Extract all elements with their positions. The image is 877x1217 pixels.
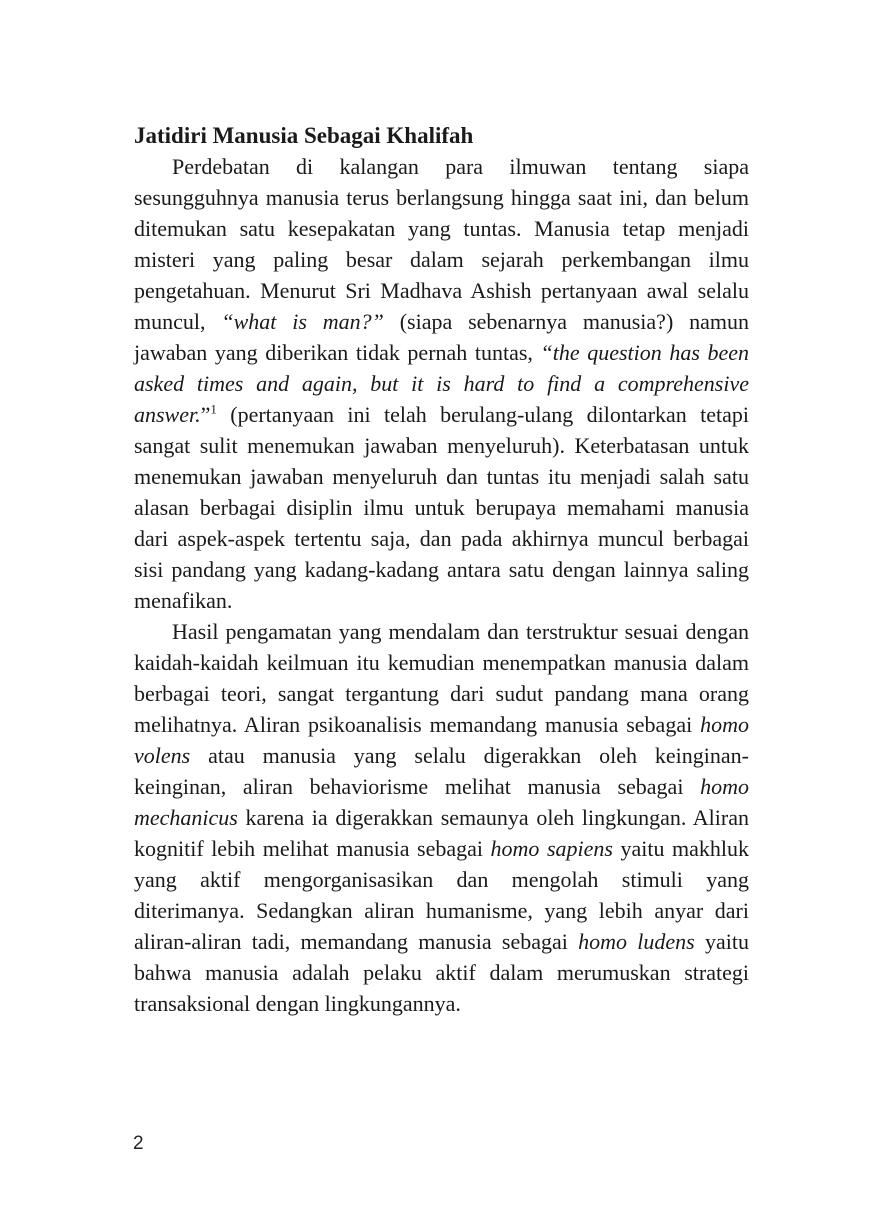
- paragraph-1: [134, 151, 749, 616]
- paragraph-2-text-5: yaitu bahwa manusia adalah pelaku aktif dalam merumuskan strategi transaksional dengan lingkungannya.: [134, 929, 750, 1016]
- paragraph-2-text-4: yaitu makhluk yang aktif mengorganisasikan dan mengolah stimuli yang diterimanya. Sedangkan aliran humanisme, yang lebih anyar dari aliran-aliran tadi, memandang manusia sebagai: [134, 836, 749, 954]
- paragraph-1-text-2: (siapa sebenarnya manusia?) namun jawaban yang diberikan tidak pernah tuntas,: [134, 309, 749, 365]
- paragraph-1-text-3: (pertanyaan ini telah berulang-ulang dilontarkan tetapi sangat sulit menemukan jawaban menyeluruh). Keterbatasan untuk menemukan jawaban menyeluruh dan tuntas itu menjadi salah satu alasan berbagai disiplin ilmu untuk berupaya memahami manusia dari aspek-aspek tertentu saja, dan pada akhirnya muncul berbagai sisi pandang yang kadang-kadang antara satu dengan lainnya saling menafikan.: [134, 402, 749, 613]
- paragraph-2-text-1: Hasil pengamatan yang mendalam dan terstruktur sesuai dengan kaidah-kaidah keilmuan itu kemudian menempatkan manusia dalam berbagai teori, sangat tergantung dari sudut pandang mana orang melihatnya. Aliran psikoanalisis memandang manusia sebagai: [134, 619, 749, 737]
- paragraph-2-text-2: atau manusia yang selalu digerakkan oleh keinginan-keinginan, aliran behaviorisme melihat manusia sebagai: [134, 743, 749, 799]
- page-body: [134, 118, 749, 1019]
- paragraph-1-text-1: Perdebatan di kalangan para ilmuwan tentang siapa sesungguhnya manusia terus berlangsung hingga saat ini, dan belum ditemukan satu kesepakatan yang tuntas. Manusia tetap menjadi misteri yang paling besar dalam sejarah perkembangan ilmu pengetahuan. Menurut Sri Madhava Ashish pertanyaan awal selalu muncul,: [134, 154, 749, 334]
- section-heading: Jatidiri Manusia Sebagai Khalifah: [134, 123, 474, 148]
- paragraph-1-italic-1: “what is man?”: [221, 309, 384, 334]
- paragraph-2-italic-4: homo ludens: [578, 929, 695, 954]
- paragraph-2-italic-1: homo volens: [134, 712, 749, 768]
- page-number: 2: [133, 1133, 144, 1154]
- paragraph-1-italic-2: “the question has been asked times and again, but it is hard to find a comprehensive answer.: [134, 340, 749, 427]
- paragraph-2-italic-3: homo sapiens: [490, 836, 613, 861]
- footnote-reference[interactable]: 1: [210, 401, 217, 417]
- paragraph-1-quote-close: ”: [200, 402, 211, 427]
- paragraph-2-text-3: karena ia digerakkan semaunya oleh lingkungan. Aliran kognitif lebih melihat manusia sebagai: [134, 805, 749, 861]
- paragraph-2: [134, 616, 749, 1019]
- paragraph-2-italic-2: homo mechanicus: [134, 774, 749, 830]
